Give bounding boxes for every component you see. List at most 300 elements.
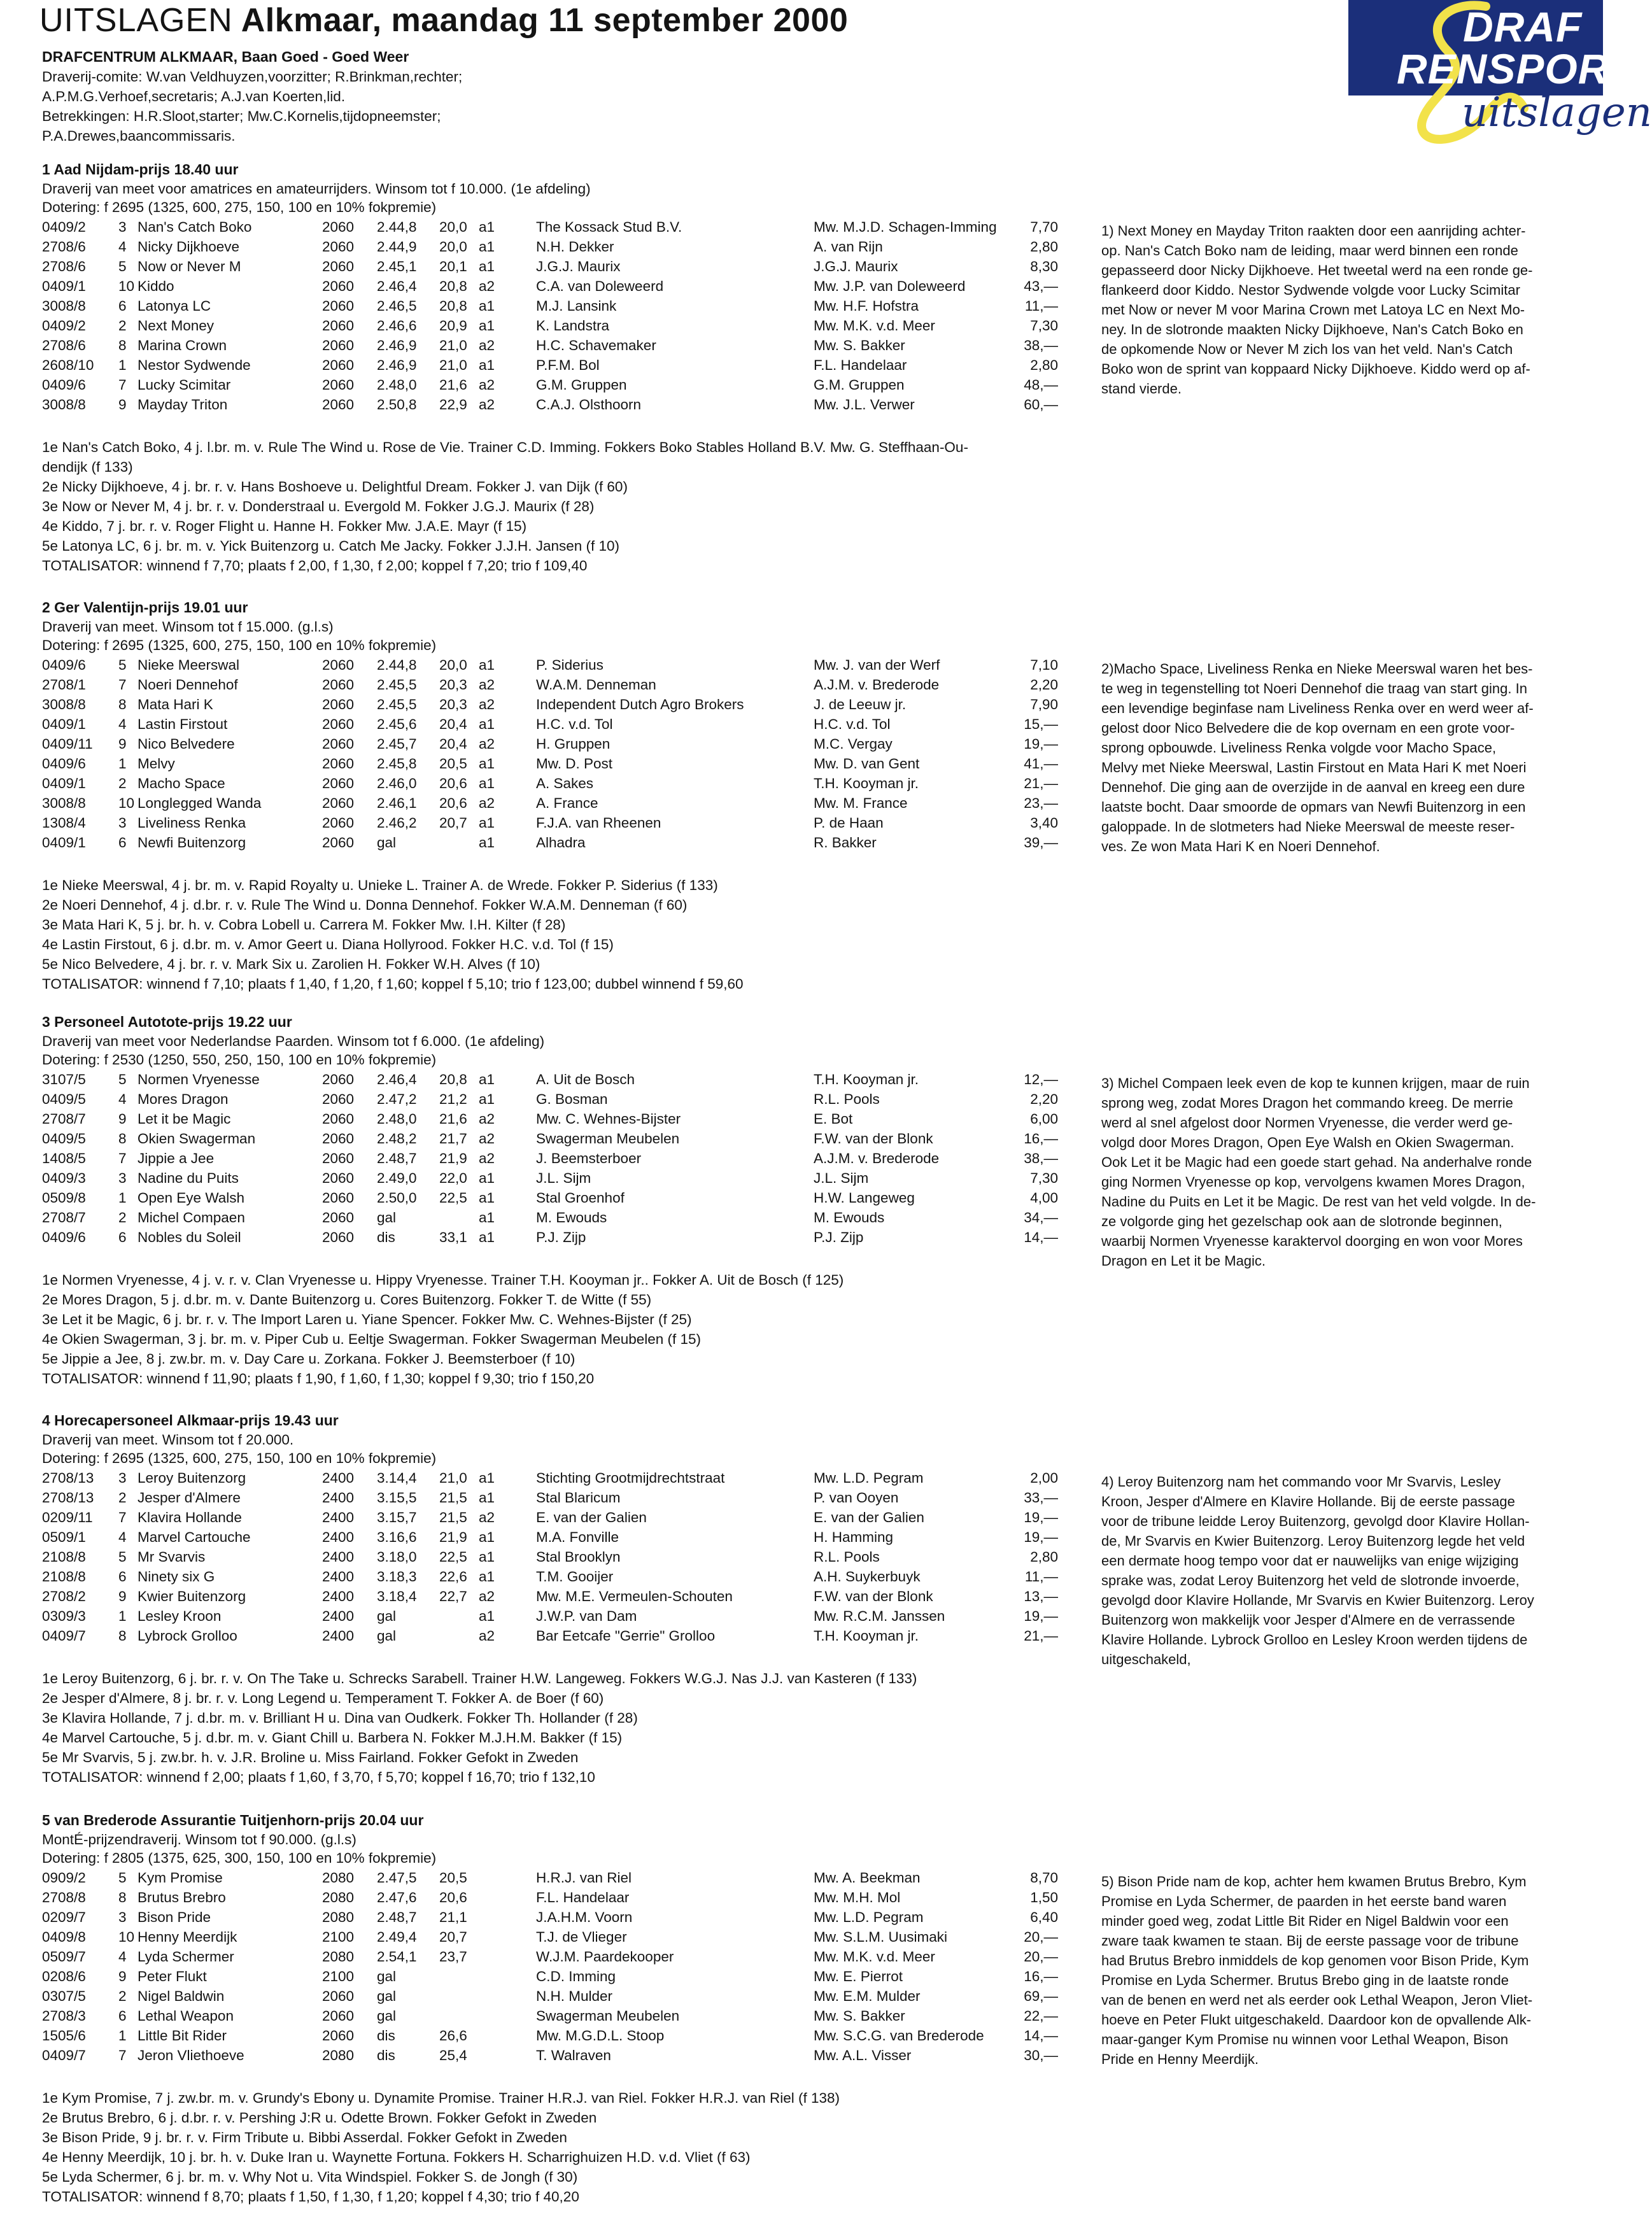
entry-driver: Mw. A.L. Visser [814,2047,912,2063]
entry-driver: P.J. Zijp [814,1229,864,1245]
comment-line: volgd door Mores Dragon, Open Eye Walsh en Okien Swagerman. [1101,1134,1514,1150]
entry-driver: Mw. E.M. Mulder [814,1988,921,2004]
table-row [42,1190,1061,1210]
entry-ba: a1 [479,318,495,334]
entry-time: 2.46,2 [377,815,417,831]
entry-owner: K. Landstra [536,318,610,334]
entry-driver: Mw. J. van der Werf [814,657,940,673]
entry-driver: Mw. L.D. Pegram [814,1470,924,1486]
entry-name: Nadine du Puits [138,1170,239,1186]
comment-line: gepasseerd door Nicky Dijkhoeve. Het tweetal werd na een ronde ge- [1101,262,1533,278]
entry-ba: a1 [479,1190,495,1206]
entry-kr: 21,9 [439,1150,467,1166]
entry-odds: 2,00 [1030,1470,1058,1486]
officials-line: A.P.M.G.Verhoef,secretaris; A.J.van Koerten,lid. [42,88,346,104]
placing-line: 4e Lastin Firstout, 6 j. d.br. m. v. Amor Geert u. Diana Hollyrood. Fokker H.C. v.d. Tol (f 15) [42,936,614,952]
comment-line: op. Nan's Catch Boko nam de leiding, maar werd binnen een ronde [1101,243,1518,258]
entry-time: 2.45,1 [377,258,417,274]
race-block [42,1412,1602,1832]
entry-date: 0409/1 [42,775,86,791]
entry-ba: a2 [479,278,495,294]
entry-date: 0409/8 [42,1929,86,1945]
entry-ba: a1 [479,657,495,673]
entry-date: 0409/6 [42,377,86,393]
entry-time: dis [377,2047,395,2063]
entry-driver: Mw. M.K. v.d. Meer [814,1949,935,1965]
entry-kr: 20,3 [439,677,467,693]
entry-odds: 34,— [1024,1210,1058,1225]
placing-line: dendijk (f 133) [42,459,133,475]
entry-num: 10 [118,1929,135,1945]
entry-owner: Mw. M.G.D.L. Stoop [536,2028,665,2044]
entry-kr: 20,4 [439,716,467,732]
entry-time: 2.54,1 [377,1949,417,1965]
entry-driver: Mw. E. Pierrot [814,1968,903,1984]
entry-driver: R. Bakker [814,835,877,851]
entry-date: 2108/8 [42,1569,86,1585]
entry-dist: 2060 [322,1170,355,1186]
entry-num: 7 [118,1150,127,1166]
race-comment [1101,659,1630,856]
entry-driver: Mw. S. Bakker [814,337,905,353]
entry-num: 6 [118,1229,127,1245]
entry-odds: 8,70 [1030,1870,1058,1886]
table-row [42,736,1061,756]
entry-driver: Mw. J.L. Verwer [814,397,915,413]
entry-kr: 22,0 [439,1170,467,1186]
placing-line: 2e Nicky Dijkhoeve, 4 j. br. r. v. Hans Boshoeve u. Delightful Dream. Fokker J. van Dijk (f 60) [42,479,628,495]
entry-ba: a1 [479,1210,495,1225]
entry-name: Lesley Kroon [138,1608,222,1624]
finish-details [42,1670,1315,1789]
entry-name: Nan's Catch Boko [138,219,252,235]
entry-kr: 21,5 [439,1509,467,1525]
entry-time: 2.50,0 [377,1190,417,1206]
comment-line: hoeve en Peter Flukt uitgeschakeld. Daardoor kon de opvallende Alk- [1101,2012,1532,2028]
entry-kr: 22,9 [439,397,467,413]
entry-driver: A.J.M. v. Brederode [814,1150,940,1166]
entry-owner: J.A.H.M. Voorn [536,1909,633,1925]
entry-date: 3008/8 [42,795,86,811]
race-title: 2 Ger Valentijn-prijs 19.01 uur [42,599,248,616]
entry-time: gal [377,835,397,851]
entry-driver: G.M. Gruppen [814,377,905,393]
entry-ba: a2 [479,1131,495,1147]
entry-num: 1 [118,357,127,373]
entry-dist: 2060 [322,1988,355,2004]
entry-date: 2708/3 [42,2008,86,2024]
entry-date: 2708/1 [42,677,86,693]
officials-line: P.A.Drewes,baancommissaris. [42,128,236,144]
entry-num: 8 [118,1628,127,1644]
placing-line: 5e Jippie a Jee, 8 j. zw.br. m. v. Day Care u. Zorkana. Fokker J. Beemsterboer (f 10) [42,1351,575,1367]
entry-dist: 2100 [322,1929,355,1945]
entry-date: 3008/8 [42,298,86,314]
entry-kr: 22,6 [439,1569,467,1585]
entry-name: Kiddo [138,278,174,294]
entry-name: Okien Swagerman [138,1131,256,1147]
entry-num: 9 [118,1588,127,1604]
entry-dist: 2060 [322,677,355,693]
entry-dist: 2060 [322,258,355,274]
page-title-prefix: UITSLAGEN [39,2,233,39]
logo-rensport: RENSPORT [1397,45,1635,92]
race-comment [1101,221,1630,399]
entry-name: Melvy [138,756,175,772]
race-comment [1101,1472,1630,1669]
comment-line: Klavire Hollande. Lybrock Grolloo en Lesley Kroon werden tijdens de [1101,1632,1528,1648]
entry-owner: Stal Blaricum [536,1490,621,1506]
table-row [42,1490,1061,1509]
entry-kr: 21,2 [439,1091,467,1107]
race-block [42,161,1602,581]
entry-num: 1 [118,756,127,772]
entry-kr: 21,0 [439,1470,467,1486]
entry-owner: Alhadra [536,835,586,851]
table-row [42,2008,1061,2028]
table-row [42,1529,1061,1549]
entry-driver: J. de Leeuw jr. [814,696,907,712]
entry-dist: 2400 [322,1529,355,1545]
entry-ba: a2 [479,1588,495,1604]
entry-dist: 2400 [322,1628,355,1644]
entry-num: 1 [118,1608,127,1624]
entry-dist: 2400 [322,1608,355,1624]
entry-ba: a1 [479,775,495,791]
entry-owner: P.J. Zijp [536,1229,586,1245]
entry-time: gal [377,1968,397,1984]
entry-date: 0409/2 [42,318,86,334]
entry-date: 0509/7 [42,1949,86,1965]
entry-kr: 21,6 [439,1111,467,1127]
placing-line: 3e Mata Hari K, 5 j. br. h. v. Cobra Lobell u. Carrera M. Fokker Mw. I.H. Kilter (f 28) [42,917,566,933]
entry-odds: 69,— [1024,1988,1058,2004]
entry-time: 2.44,9 [377,239,417,255]
race-dotering: Dotering: f 2695 (1325, 600, 275, 150, 100 en 10% fokpremie) [42,199,437,215]
entry-dist: 2060 [322,278,355,294]
race-conditions: Draverij van meet. Winsom tot f 20.000. [42,1432,294,1448]
draf-rensport-logo [1348,0,1652,153]
entry-time: 2.46,5 [377,298,417,314]
comment-line: sprong weg, zodat Mores Dragon het commando kreeg. De merrie [1101,1095,1513,1111]
comment-line: van de benen en werd net als eerder ook Lethal Weapon, Jeron Vliet- [1101,1992,1533,2008]
entry-name: Lucky Scimitar [138,377,231,393]
entry-dist: 2060 [322,337,355,353]
entry-odds: 2,20 [1030,1091,1058,1107]
entry-name: Lybrock Grolloo [138,1628,237,1644]
entry-time: 3.18,3 [377,1569,417,1585]
placing-line: 1e Leroy Buitenzorg, 6 j. br. r. v. On The Take u. Schrecks Sarabell. Trainer H.W. Langeweg. Fokkers W.G.J. Nas J.J. van Kasteren (f 133) [42,1670,917,1686]
entry-num: 7 [118,2047,127,2063]
placing-line: 3e Now or Never M, 4 j. br. r. v. Donderstraal u. Evergold M. Fokker J.G.J. Maurix (f 28) [42,498,595,514]
entry-kr: 20,5 [439,756,467,772]
placing-line: 1e Nan's Catch Boko, 4 j. l.br. m. v. Rule The Wind u. Rose de Vie. Trainer C.D. Imming. Fokkers Boko Stables Holland B.V. Mw. G. Steffhaan-Ou- [42,439,968,455]
entry-num: 9 [118,1968,127,1984]
entry-owner: J.G.J. Maurix [536,258,621,274]
entry-owner: W.A.M. Denneman [536,677,656,693]
entry-owner: Stal Groenhof [536,1190,625,1206]
entry-kr: 20,3 [439,696,467,712]
table-row [42,1170,1061,1190]
entry-odds: 15,— [1024,716,1058,732]
comment-line: Promise en Lyda Schermer, de paarden in het eerste band waren [1101,1893,1507,1909]
entry-time: dis [377,2028,395,2044]
entry-dist: 2400 [322,1470,355,1486]
entry-owner: T. Walraven [536,2047,611,2063]
entry-date: 0409/6 [42,1229,86,1245]
entry-kr: 21,1 [439,1909,467,1925]
entry-dist: 2060 [322,696,355,712]
entry-owner: H.C. Schavemaker [536,337,656,353]
placing-line: 1e Normen Vryenesse, 4 j. v. r. v. Clan Vryenesse u. Hippy Vryenesse. Trainer T.H. Kooyman jr.. Fokker A. Uit de Bosch (f 125) [42,1272,844,1288]
entry-ba: a2 [479,377,495,393]
entry-num: 4 [118,1949,127,1965]
entry-date: 2708/13 [42,1470,94,1486]
entry-ba: a1 [479,1549,495,1565]
comment-line: 1) Next Money en Mayday Triton raakten door een aanrijding achter- [1101,223,1526,239]
entry-dist: 2060 [322,716,355,732]
comment-line: had Brutus Brebro inmiddels de kop genomen voor Bison Pride, Kym [1101,1953,1529,1968]
entry-date: 0409/6 [42,657,86,673]
entry-num: 3 [118,1170,127,1186]
entry-owner: M. Ewouds [536,1210,607,1225]
entry-kr: 25,4 [439,2047,467,2063]
entry-dist: 2060 [322,2028,355,2044]
entry-date: 0409/6 [42,756,86,772]
table-row [42,1929,1061,1949]
entry-odds: 16,— [1024,1131,1058,1147]
table-row [42,1889,1061,1909]
entry-time: 2.46,1 [377,795,417,811]
entry-ba: a2 [479,696,495,712]
entry-odds: 2,80 [1030,1549,1058,1565]
comment-line: zware taak kwamen te staan. Bij de eerste passage voor de tribune [1101,1933,1519,1949]
placing-line: 4e Kiddo, 7 j. br. r. v. Roger Flight u. Hanne H. Fokker Mw. J.A.E. Mayr (f 15) [42,518,527,534]
entry-driver: A.H. Suykerbuyk [814,1569,921,1585]
entry-name: Lethal Weapon [138,2008,234,2024]
entry-driver: Mw. S.C.G. van Brederode [814,2028,984,2044]
entry-time: 2.45,7 [377,736,417,752]
entry-kr: 26,6 [439,2028,467,2044]
entry-owner: M.J. Lansink [536,298,617,314]
table-row [42,1071,1061,1091]
entry-dist: 2060 [322,835,355,851]
entry-num: 7 [118,377,127,393]
entry-time: gal [377,1210,397,1225]
race-dotering: Dotering: f 2805 (1375, 625, 300, 150, 100 en 10% fokpremie) [42,1850,437,1866]
entry-driver: Mw. M.J.D. Schagen-Imming [814,219,997,235]
entry-ba: a2 [479,795,495,811]
entry-owner: H.R.J. van Riel [536,1870,632,1886]
entry-dist: 2060 [322,756,355,772]
entry-time: gal [377,2008,397,2024]
table-row [42,1569,1061,1588]
comment-line: gelost door Nico Belvedere die de kop overnam en een grote voor- [1101,720,1515,736]
entry-dist: 2060 [322,357,355,373]
entry-ba: a2 [479,1509,495,1525]
race-dotering: Dotering: f 2695 (1325, 600, 275, 150, 100 en 10% fokpremie) [42,637,437,653]
table-row [42,397,1061,416]
entry-owner: C.A.J. Olsthoorn [536,397,642,413]
entry-kr: 20,6 [439,795,467,811]
entry-dist: 2060 [322,1111,355,1127]
entry-date: 0309/3 [42,1608,86,1624]
entry-name: Peter Flukt [138,1968,207,1984]
entry-time: 3.18,4 [377,1588,417,1604]
entry-dist: 2080 [322,1870,355,1886]
placing-line: 4e Okien Swagerman, 3 j. br. m. v. Piper Cub u. Eeltje Swagerman. Fokker Swagerman Meubelen (f 15) [42,1331,702,1347]
entry-num: 4 [118,716,127,732]
entry-name: Ninety six G [138,1569,215,1585]
entry-kr: 20,7 [439,815,467,831]
entry-name: Nicky Dijkhoeve [138,239,240,255]
comment-line: Ook Let it be Magic had een goede start gehad. Na anderhalve ronde [1101,1154,1532,1170]
entry-num: 7 [118,677,127,693]
entry-driver: F.L. Handelaar [814,357,907,373]
entry-kr: 21,5 [439,1490,467,1506]
entry-name: Longlegged Wanda [138,795,262,811]
placing-line: 4e Henny Meerdijk, 10 j. br. h. v. Duke Iran u. Waynette Fortuna. Fokkers H. Scharrighuizen H.D. v.d. Vliet (f 63) [42,2149,751,2165]
placing-line: 1e Nieke Meerswal, 4 j. br. m. v. Rapid Royalty u. Unieke L. Trainer A. de Wrede. Fokker P. Siderius (f 133) [42,877,718,893]
entry-num: 2 [118,1988,127,2004]
finish-details [42,1272,1315,1390]
entry-ba: a2 [479,736,495,752]
comment-line: 4) Leroy Buitenzorg nam het commando voor Mr Svarvis, Lesley [1101,1474,1501,1490]
entry-name: Lyda Schermer [138,1949,234,1965]
table-row [42,278,1061,298]
entry-ba: a1 [479,239,495,255]
entry-kr: 20,8 [439,278,467,294]
comment-line: sprong opbouwde. Liveliness Renka volgde voor Macho Space, [1101,740,1497,756]
entry-driver: Mw. M.H. Mol [814,1889,901,1905]
placing-line: 2e Brutus Brebro, 6 j. d.br. r. v. Pershing J:R u. Odette Brown. Fokker Gefokt in Zweden [42,2110,597,2126]
entry-time: 2.45,8 [377,756,417,772]
race-comment [1101,1073,1630,1271]
entry-name: Klavira Hollande [138,1509,242,1525]
totalisator-line: TOTALISATOR: winnend f 7,70; plaats f 2,00, f 1,30, f 2,00; koppel f 7,20; trio f 109,40 [42,558,588,574]
entry-date: 0209/7 [42,1909,86,1925]
table-row [42,1608,1061,1628]
entry-dist: 2060 [322,1190,355,1206]
table-row [42,1909,1061,1929]
entry-name: Henny Meerdijk [138,1929,237,1945]
entry-name: Nico Belvedere [138,736,235,752]
entry-date: 0409/1 [42,716,86,732]
entry-dist: 2400 [322,1509,355,1525]
table-row [42,337,1061,357]
entry-driver: E. Bot [814,1111,853,1127]
entry-driver: E. van der Galien [814,1509,924,1525]
entry-time: 2.49,4 [377,1929,417,1945]
entry-ba: a1 [479,815,495,831]
table-row [42,239,1061,258]
entry-name: Next Money [138,318,215,334]
race-title: 4 Horecapersoneel Alkmaar-prijs 19.43 uur [42,1412,339,1429]
entry-odds: 21,— [1024,1628,1058,1644]
entry-num: 4 [118,1529,127,1545]
entry-odds: 33,— [1024,1490,1058,1506]
entry-owner: Swagerman Meubelen [536,2008,680,2024]
entry-name: Marina Crown [138,337,227,353]
entry-dist: 2060 [322,795,355,811]
entry-dist: 2060 [322,298,355,314]
entry-time: 2.47,5 [377,1870,417,1886]
entry-time: 2.46,9 [377,337,417,353]
entry-odds: 21,— [1024,775,1058,791]
entry-driver: J.L. Sijm [814,1170,869,1186]
comment-line: een dermate hoog tempo voor dat er nauwelijks van enige wijziging [1101,1553,1519,1569]
entry-kr: 22,5 [439,1549,467,1565]
entry-time: 2.48,2 [377,1131,417,1147]
entry-kr: 20,0 [439,219,467,235]
entry-odds: 22,— [1024,2008,1058,2024]
entry-time: 2.48,0 [377,1111,417,1127]
entry-ba: a1 [479,1091,495,1107]
entry-dist: 2060 [322,1071,355,1087]
entry-time: 3.14,4 [377,1470,417,1486]
entry-date: 0209/11 [42,1509,93,1525]
comment-line: voor de tribune leidde Leroy Buitenzorg, gevolgd door Klavire Hollan- [1101,1513,1530,1529]
entry-odds: 1,50 [1030,1889,1058,1905]
entry-num: 2 [118,1210,127,1225]
table-row [42,1210,1061,1229]
table-row [42,795,1061,815]
entry-dist: 2400 [322,1549,355,1565]
entry-owner: The Kossack Stud B.V. [536,219,682,235]
entry-kr: 20,0 [439,239,467,255]
entry-dist: 2060 [322,657,355,673]
entry-driver: R.L. Pools [814,1091,880,1107]
entry-name: Now or Never M [138,258,241,274]
entry-kr: 20,4 [439,736,467,752]
entry-odds: 20,— [1024,1949,1058,1965]
totalisator-line: TOTALISATOR: winnend f 7,10; plaats f 1,40, f 1,20, f 1,60; koppel f 5,10; trio f 123,00; dubbel winnend f 59,60 [42,976,744,992]
entry-date: 2708/6 [42,239,86,255]
entry-odds: 7,30 [1030,318,1058,334]
entry-num: 5 [118,258,127,274]
entry-date: 0409/7 [42,2047,86,2063]
entry-driver: Mw. A. Beekman [814,1870,921,1886]
comment-line: minder goed weg, zodat Little Bit Rider en Nigel Baldwin voor een [1101,1913,1509,1929]
table-row [42,1588,1061,1608]
race-conditions: MontÉ-prijzendraverij. Winsom tot f 90.000. (g.l.s) [42,1832,357,1847]
entry-date: 3008/8 [42,397,86,413]
entry-driver: Mw. R.C.M. Janssen [814,1608,945,1624]
entry-odds: 23,— [1024,795,1058,811]
entry-dist: 2100 [322,1968,355,1984]
finish-details [42,2090,1315,2208]
comment-line: Kroon, Jesper d'Almere en Klavire Hollande. Bij de eerste passage [1101,1494,1515,1509]
table-row [42,1509,1061,1529]
entry-time: 2.46,4 [377,1071,417,1087]
entry-ba: a1 [479,219,495,235]
entry-odds: 6,40 [1030,1909,1058,1925]
entry-name: Bison Pride [138,1909,211,1925]
table-row [42,696,1061,716]
entry-date: 3008/8 [42,696,86,712]
entry-odds: 13,— [1024,1588,1058,1604]
entry-name: Mata Hari K [138,696,213,712]
entry-dist: 2060 [322,1131,355,1147]
entry-odds: 2,20 [1030,677,1058,693]
entry-odds: 7,70 [1030,219,1058,235]
entry-num: 8 [118,337,127,353]
entry-odds: 8,30 [1030,258,1058,274]
entry-ba: a1 [479,1229,495,1245]
comment-line: Nadine du Puits en Let it be Magic. De rest van het veld volgde. In de- [1101,1194,1536,1210]
entry-odds: 19,— [1024,736,1058,752]
race-conditions: Draverij van meet. Winsom tot f 15.000. (g.l.s) [42,619,334,635]
